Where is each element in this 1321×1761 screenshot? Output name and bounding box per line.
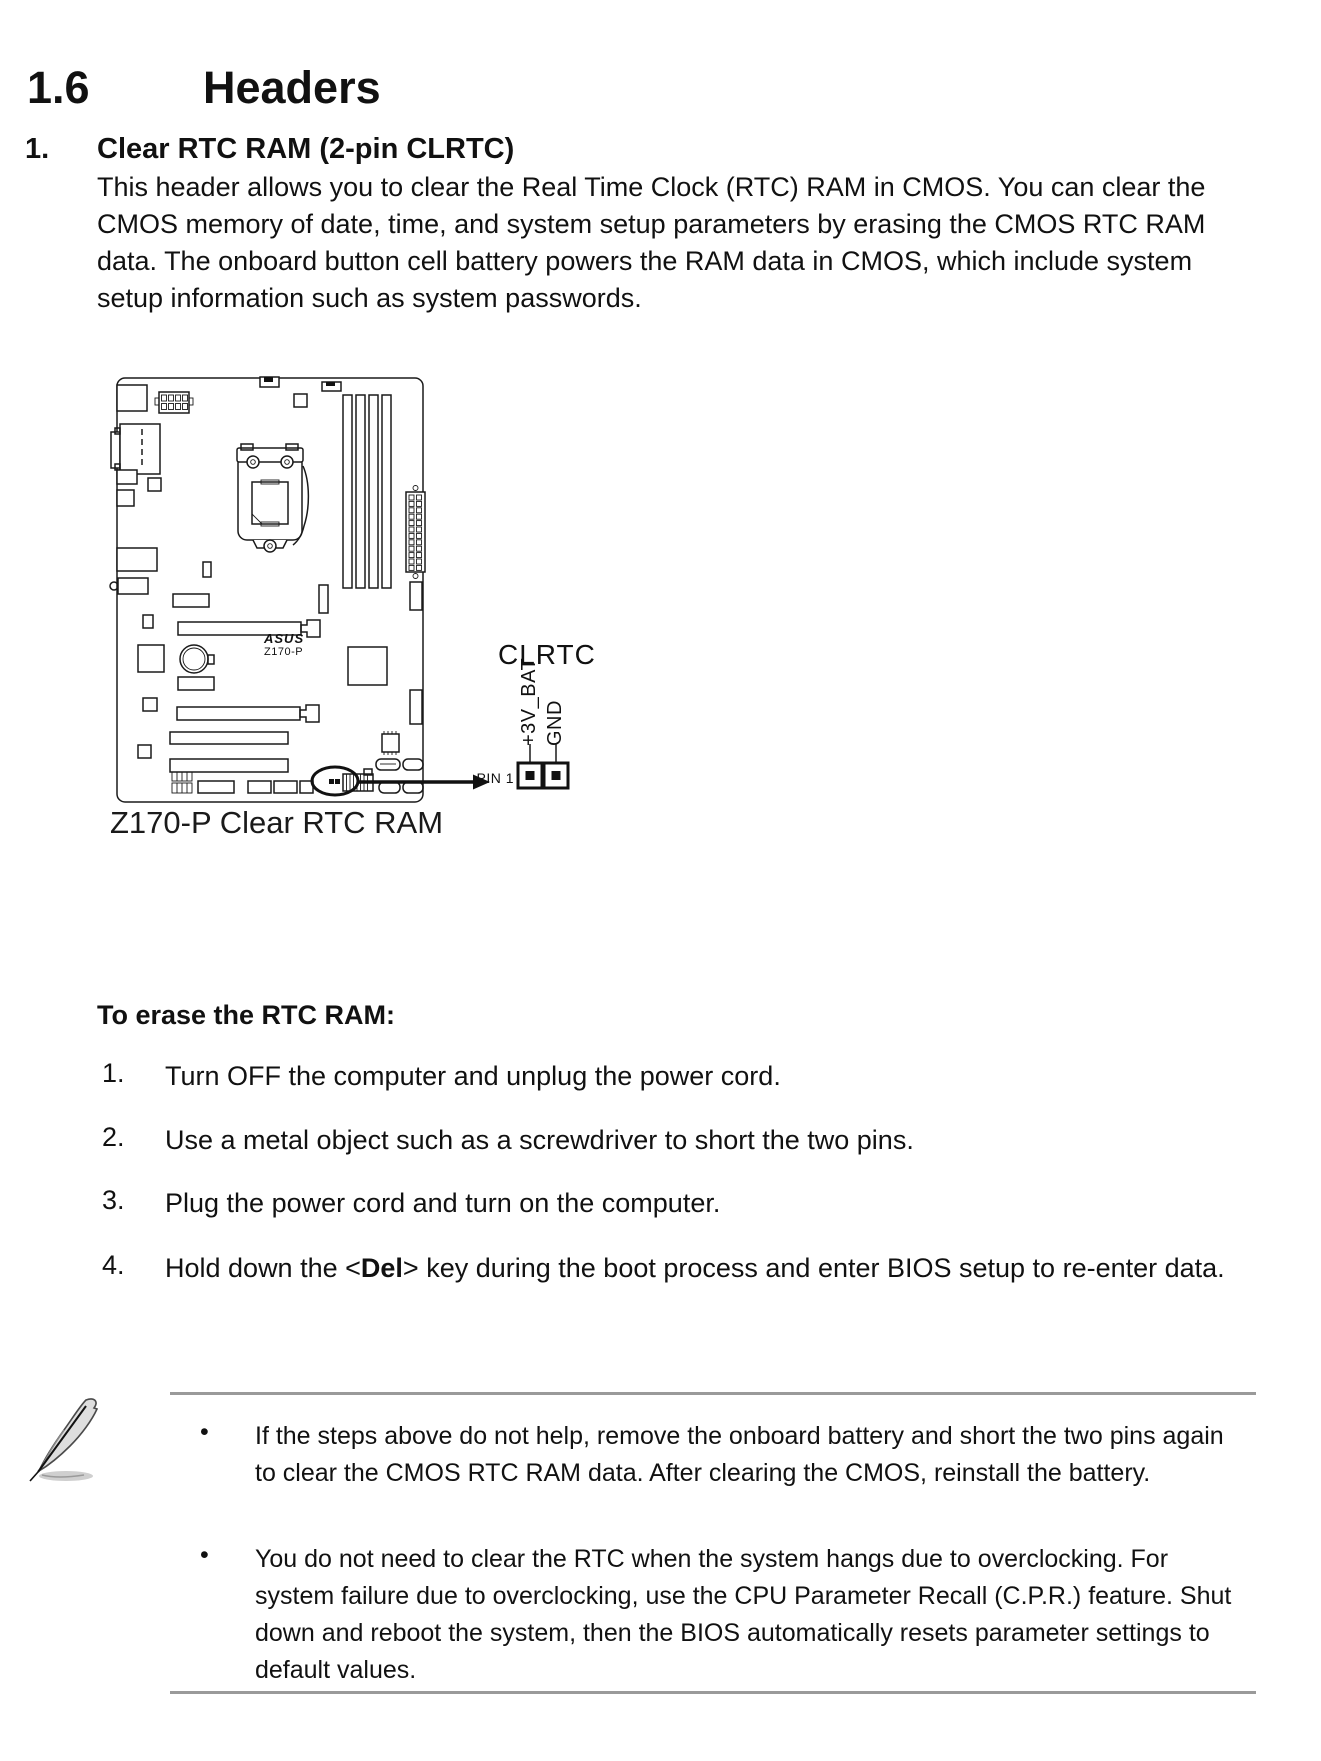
step-text: Use a metal object such as a screwdriver to short the two pins. xyxy=(165,1125,914,1155)
sata-ports xyxy=(376,759,423,793)
pin-label-3v-bat: +3V_BAT xyxy=(518,657,540,746)
bios-chip xyxy=(382,731,399,755)
connector-label: CLRTC xyxy=(498,639,596,670)
step-text xyxy=(165,1250,1227,1287)
section-number: 1.6 xyxy=(27,62,90,113)
step-row xyxy=(97,1250,1237,1335)
bullet-marker: • xyxy=(200,1541,209,1569)
cpu-socket xyxy=(237,444,308,552)
section-title: Headers xyxy=(203,62,381,113)
clrtc-pin-detail xyxy=(518,744,568,788)
eps-power-connector xyxy=(155,392,193,413)
atx-power-connector xyxy=(406,486,425,579)
note-top-rule xyxy=(170,1392,1256,1395)
step-text: Turn OFF the computer and unplug the power cord. xyxy=(165,1061,781,1091)
step-number: 3. xyxy=(102,1185,125,1215)
chipset xyxy=(348,647,387,685)
dimm-slots xyxy=(343,395,391,588)
note-text: You do not need to clear the RTC when the system hangs due to overclocking. For system failure due to overclocking, use the CPU Parameter Recall (C.P.R.) feature. Shut down and reboot the system, then the BIOS automatically resets parameter settings to default values. xyxy=(255,1545,1232,1684)
step-text: Plug the power cord and turn on the computer. xyxy=(165,1188,721,1218)
step-number: 4. xyxy=(102,1250,125,1280)
step-row xyxy=(97,1185,1237,1225)
step-text-post: > key during the boot process and enter BIOS setup to re-enter data. xyxy=(402,1253,1225,1283)
intro-paragraph: This header allows you to clear the Real Time Clock (RTC) RAM in CMOS. You can clear the CMOS memory of date, time, and system setup parameters by erasing the CMOS RTC RAM data. The onboard button cell battery powers the RAM data in CMOS, which include system setup information such as system passwords. xyxy=(97,172,1206,313)
step-number: 2. xyxy=(102,1122,125,1152)
item-number: 1. xyxy=(25,133,50,165)
board-outline xyxy=(117,378,423,802)
step-text-pre: Hold down the < xyxy=(165,1253,361,1283)
note-text: If the steps above do not help, remove the onboard battery and short the two pins again to clear the CMOS RTC RAM data. After clearing the CMOS, reinstall the battery. xyxy=(255,1422,1224,1487)
pin-label-gnd: GND xyxy=(544,700,566,746)
note-feather-icon xyxy=(28,1394,110,1486)
bullet-marker: • xyxy=(200,1418,209,1446)
step-row xyxy=(97,1058,1237,1098)
board-logo-model: Z170-P xyxy=(264,646,304,658)
step-row xyxy=(97,1122,1237,1162)
right-edge-connectors xyxy=(410,582,422,724)
note-bottom-rule xyxy=(170,1691,1256,1694)
step-key-del: Del xyxy=(360,1253,403,1283)
cmos-battery xyxy=(180,645,214,673)
procedure-heading: To erase the RTC RAM: xyxy=(97,1000,396,1030)
pin1-label: PIN 1 xyxy=(476,770,514,786)
top-edge-connectors xyxy=(260,377,341,407)
figure-caption: Z170-P Clear RTC RAM xyxy=(110,805,444,840)
item-title: Clear RTC RAM (2-pin CLRTC) xyxy=(97,133,515,165)
step-number: 1. xyxy=(102,1058,125,1088)
board-logo-brand: ASUS xyxy=(264,631,305,646)
